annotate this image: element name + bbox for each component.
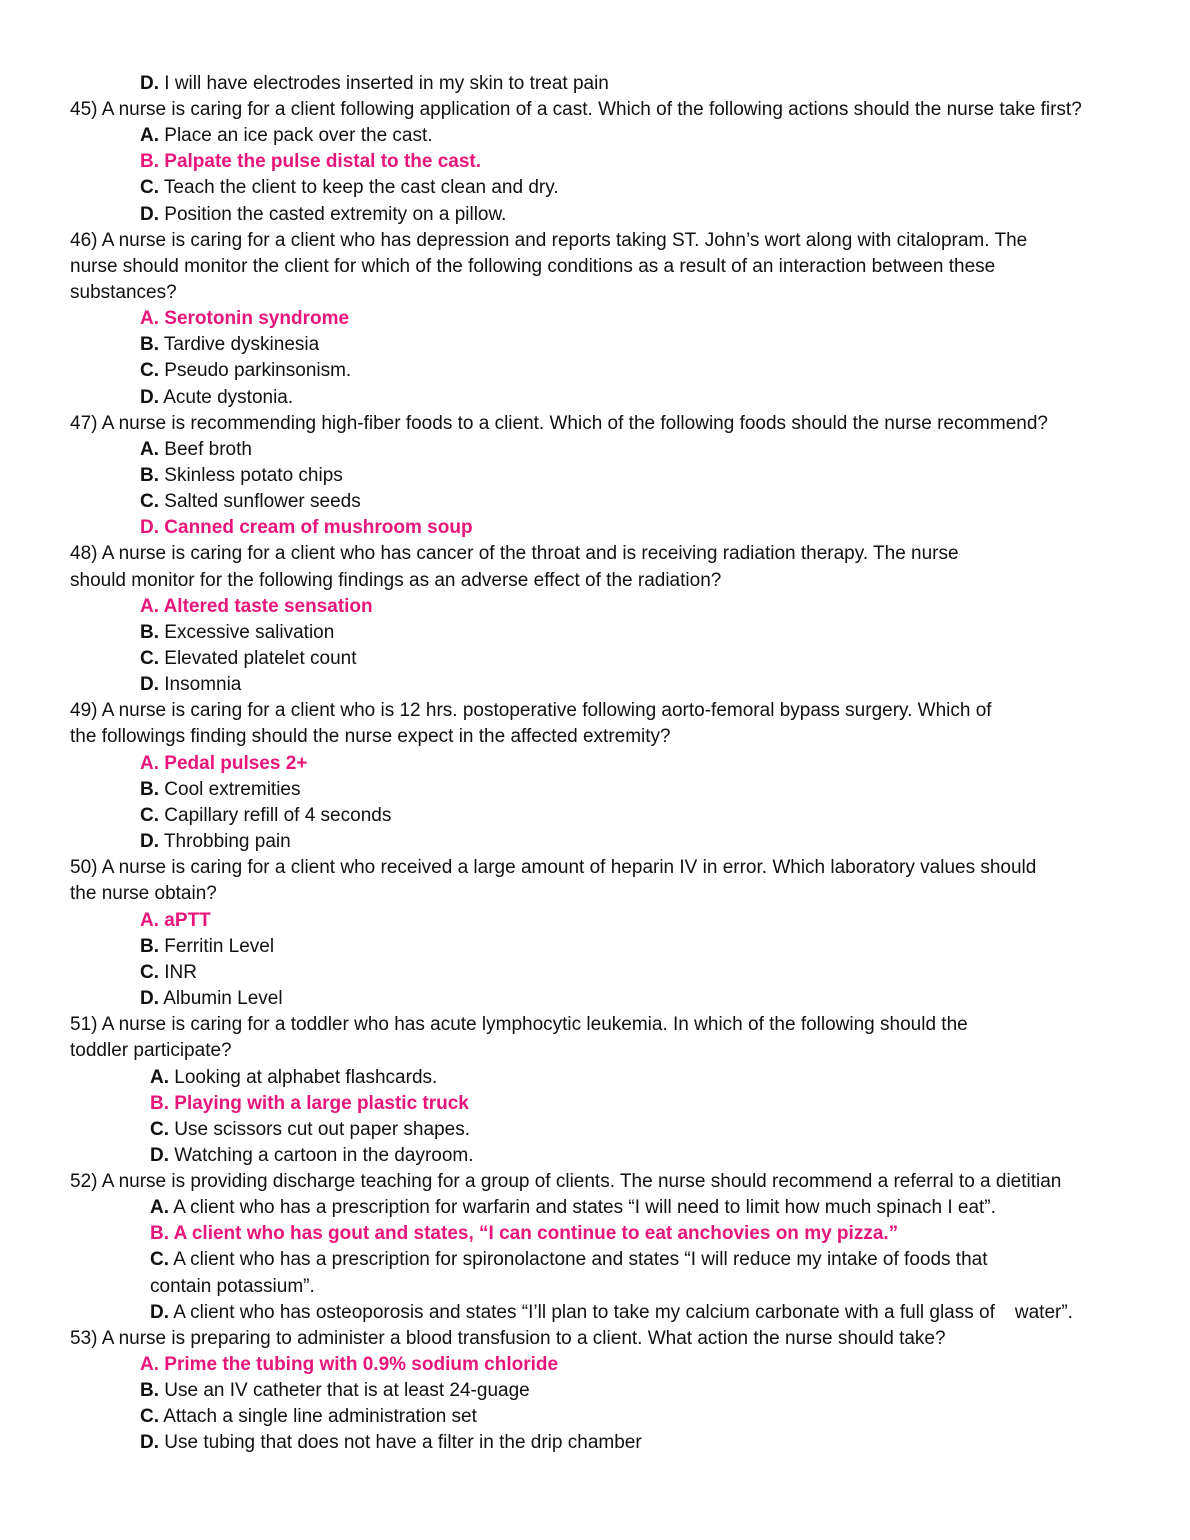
option-letter: D. (140, 831, 159, 852)
option-text: Insomnia (159, 674, 242, 695)
option-letter: C. (150, 1249, 169, 1270)
q52-option-c (150, 1248, 988, 1272)
option-letter: C. (140, 1406, 159, 1427)
option-letter: D. (150, 1302, 169, 1323)
option-text: A client who has a prescription for spironolactone and states “I will reduce my intake of foods that (169, 1249, 988, 1270)
q49-stem-line1: 49) A nurse is caring for a client who is 12 hrs. postoperative following aorto-femoral bypass surgery. Which of (70, 700, 992, 721)
option-text: A client who has osteoporosis and states “I’ll plan to take my calcium carbonate with a full glass of (169, 1302, 995, 1323)
q52-stem: 52) A nurse is providing discharge teaching for a group of clients. The nurse should recommend a referral to a dietitian (70, 1171, 1062, 1192)
option-letter: D. (150, 1145, 169, 1166)
q45-option-a (140, 124, 433, 148)
q53-option-c (140, 1405, 477, 1429)
q46-option-b (140, 333, 319, 357)
option-text: Use an IV catheter that is at least 24-guage (159, 1380, 530, 1401)
option-text: Use tubing that does not have a filter in the drip chamber (159, 1432, 642, 1453)
option-text: Cool extremities (159, 779, 301, 800)
option-letter: C. (140, 648, 159, 669)
option-text: Albumin Level (159, 988, 283, 1009)
option-text: Throbbing pain (159, 831, 291, 852)
q47-option-b (140, 464, 343, 488)
q44-option-d (140, 72, 609, 96)
q48-option-b (140, 621, 334, 645)
option-text: Teach the client to keep the cast clean and dry. (159, 177, 559, 198)
option-text: Excessive salivation (159, 622, 335, 643)
q46-stem-line3: substances? (70, 282, 177, 303)
option-letter: B. (140, 334, 159, 355)
option-letter: C. (140, 962, 159, 983)
option-letter: B. (140, 622, 159, 643)
q47-answer-d: D. Canned cream of mushroom soup (140, 517, 473, 538)
q46-option-d (140, 386, 293, 410)
q49-option-c (140, 804, 391, 828)
option-letter: A. (140, 125, 159, 146)
option-text: Use scissors cut out paper shapes. (169, 1119, 470, 1140)
option-letter: A. (150, 1197, 169, 1218)
q49-option-b (140, 778, 301, 802)
q46-stem-line1: 46) A nurse is caring for a client who has depression and reports taking ST. John’s wort along with citalopram. The (70, 230, 1028, 251)
option-text: Looking at alphabet flashcards. (169, 1067, 438, 1088)
option-text: Skinless potato chips (159, 465, 343, 486)
q48-answer-a: A. Altered taste sensation (140, 596, 373, 617)
q53-option-d (140, 1431, 642, 1455)
option-text: I will have electrodes inserted in my skin to treat pain (159, 73, 609, 94)
option-text: Elevated platelet count (159, 648, 357, 669)
q51-option-d (150, 1144, 474, 1168)
q45-answer-b: B. Palpate the pulse distal to the cast. (140, 151, 482, 172)
q50-answer-a: A. aPTT (140, 910, 211, 931)
q53-option-b (140, 1379, 530, 1403)
option-letter: C. (140, 805, 159, 826)
option-text: Beef broth (159, 439, 252, 460)
option-letter: A. (140, 439, 159, 460)
option-text: Salted sunflower seeds (159, 491, 361, 512)
option-letter: B. (140, 1380, 159, 1401)
option-letter: D. (140, 387, 159, 408)
q47-option-a (140, 438, 252, 462)
q47-option-c (140, 490, 361, 514)
q45-stem: 45) A nurse is caring for a client following application of a cast. Which of the following actions should the nurse take first? (70, 99, 1082, 120)
q46-answer-a: A. Serotonin syndrome (140, 308, 350, 329)
q49-answer-a: A. Pedal pulses 2+ (140, 753, 308, 774)
option-text: Watching a cartoon in the dayroom. (169, 1145, 474, 1166)
q51-stem-line1: 51) A nurse is caring for a toddler who has acute lymphocytic leukemia. In which of the following should the (70, 1014, 968, 1035)
option-letter: B. (140, 936, 159, 957)
option-letter: D. (140, 1432, 159, 1453)
option-text: A client who has a prescription for warfarin and states “I will need to limit how much spinach I eat”. (169, 1197, 996, 1218)
q46-stem-line2: nurse should monitor the client for which of the following conditions as a result of an interaction between these (70, 256, 996, 277)
option-text: Tardive dyskinesia (159, 334, 320, 355)
q45-option-d (140, 203, 506, 227)
option-letter: C. (140, 491, 159, 512)
q50-stem-line1: 50) A nurse is caring for a client who received a large amount of heparin IV in error. Which laboratory values should (70, 857, 1037, 878)
option-letter: A. (150, 1067, 169, 1088)
option-letter: D. (140, 73, 159, 94)
q51-answer-b: B. Playing with a large plastic truck (150, 1093, 469, 1114)
q48-stem-line1: 48) A nurse is caring for a client who has cancer of the throat and is receiving radiation therapy. The nurse (70, 543, 959, 564)
q46-option-c (140, 359, 351, 383)
q49-stem-line2: the followings finding should the nurse expect in the affected extremity? (70, 726, 671, 747)
option-text-end: water”. (1014, 1302, 1073, 1323)
q48-stem-line2: should monitor for the following findings as an adverse effect of the radiation? (70, 570, 722, 591)
option-letter: C. (140, 360, 159, 381)
option-text: Ferritin Level (159, 936, 275, 957)
q51-option-a (150, 1066, 437, 1090)
option-letter: D. (140, 988, 159, 1009)
q50-option-d (140, 987, 283, 1011)
q50-stem-line2: the nurse obtain? (70, 883, 217, 904)
option-letter: C. (150, 1119, 169, 1140)
option-text: Place an ice pack over the cast. (159, 125, 433, 146)
q52-option-d (150, 1301, 1073, 1325)
q52-option-c-continued: contain potassium”. (150, 1276, 315, 1297)
q53-stem: 53) A nurse is preparing to administer a blood transfusion to a client. What action the nurse should take? (70, 1328, 946, 1349)
option-letter: D. (140, 674, 159, 695)
option-text: INR (159, 962, 197, 983)
q52-answer-b: B. A client who has gout and states, “I can continue to eat anchovies on my pizza.” (150, 1223, 899, 1244)
q45-option-c (140, 176, 559, 200)
q52-option-a (150, 1196, 996, 1220)
q47-stem: 47) A nurse is recommending high-fiber foods to a client. Which of the following foods should the nurse recommend? (70, 413, 1048, 434)
option-text: Capillary refill of 4 seconds (159, 805, 392, 826)
q53-answer-a: A. Prime the tubing with 0.9% sodium chloride (140, 1354, 559, 1375)
option-text: Attach a single line administration set (159, 1406, 477, 1427)
option-text: Position the casted extremity on a pillow. (159, 204, 507, 225)
q51-option-c (150, 1118, 470, 1142)
q50-option-c (140, 961, 197, 985)
option-text: Pseudo parkinsonism. (159, 360, 352, 381)
option-letter: B. (140, 465, 159, 486)
q50-option-b (140, 935, 274, 959)
option-letter: D. (140, 204, 159, 225)
option-text: Acute dystonia. (159, 387, 294, 408)
q48-option-d (140, 673, 241, 697)
option-letter: B. (140, 779, 159, 800)
option-letter: C. (140, 177, 159, 198)
q48-option-c (140, 647, 357, 671)
q49-option-d (140, 830, 291, 854)
q51-stem-line2: toddler participate? (70, 1040, 232, 1061)
